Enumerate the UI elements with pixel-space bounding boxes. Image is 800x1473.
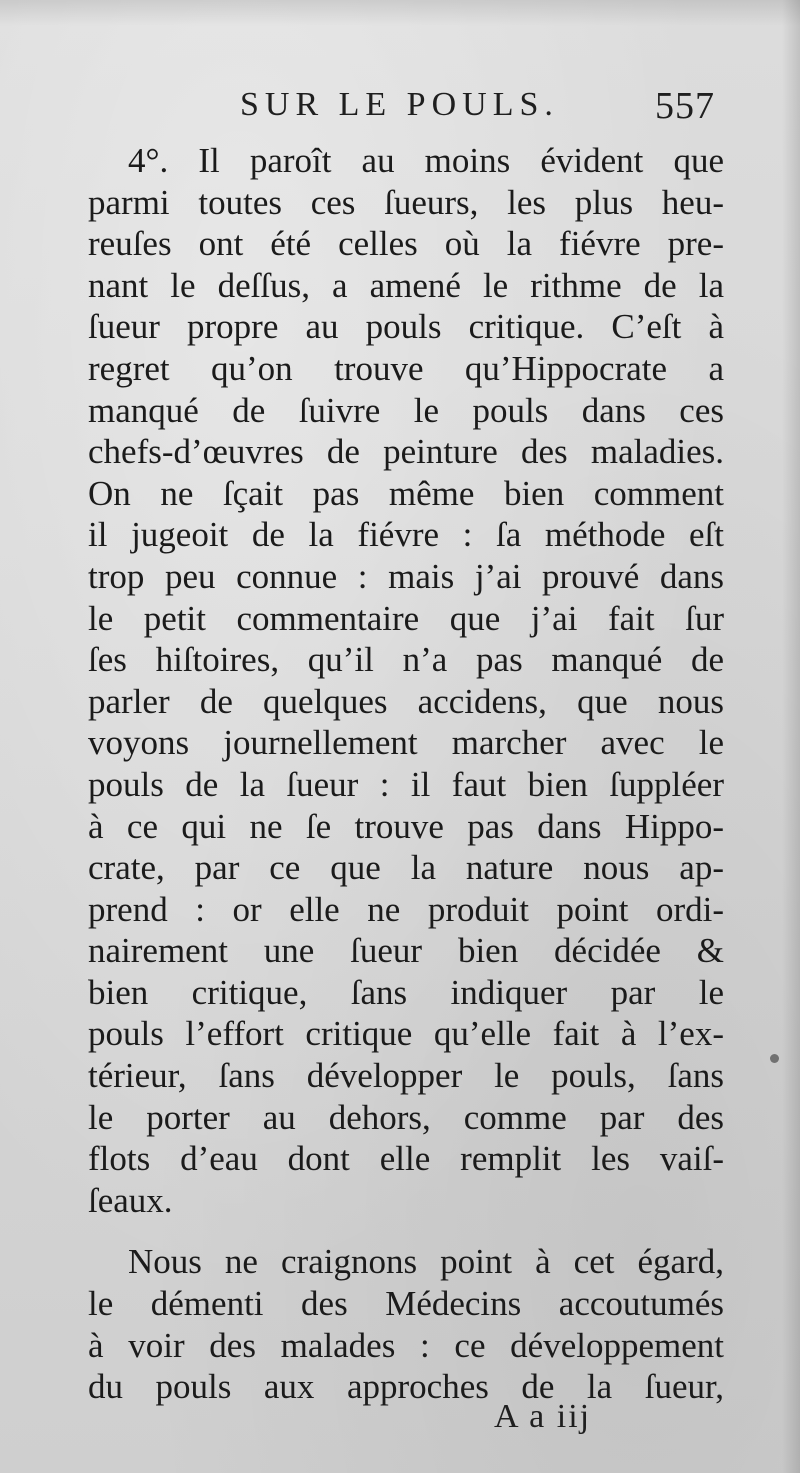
page-text <box>88 140 724 1408</box>
page-edge-shadow <box>782 0 800 1473</box>
text-line: térieur, ſans développer le pouls, ſans <box>88 1056 724 1096</box>
text-line: trop peu connue : mais j’ai prouvé dans <box>88 556 724 596</box>
text-line: le petit commentaire que j’ai fait ſur <box>88 598 724 638</box>
text-line: à ce qui ne ſe trouve pas dans Hippo- <box>88 806 724 846</box>
text-line: à voir des malades : ce développement <box>88 1325 724 1365</box>
text-line: parmi toutes ces ſueurs, les plus heu- <box>88 182 724 222</box>
text-line: manqué de ſuivre le pouls dans ces <box>88 390 724 430</box>
text-line: voyons journellement marcher avec le <box>88 723 724 763</box>
text-line: ſeaux. <box>88 1180 173 1220</box>
text-line: crate, par ce que la nature nous ap- <box>88 848 724 888</box>
text-line: ſueur propre au pouls critique. C’eſt à <box>88 307 724 347</box>
text-line: du pouls aux approches de la ſueur, <box>88 1367 724 1407</box>
paper-speck <box>770 1054 779 1063</box>
text-line: chefs-d’œuvres de peinture des maladies. <box>88 432 724 472</box>
page-number: 557 <box>655 85 715 127</box>
text-line: flots d’eau dont elle remplit les vaiſ- <box>88 1139 724 1179</box>
running-head: SUR LE POULS. <box>240 86 559 123</box>
text-line: regret qu’on trouve qu’Hippocrate a <box>88 348 724 388</box>
text-line: il jugeoit de la fiévre : ſa méthode eſt <box>88 515 724 555</box>
text-line: Nous ne craignons point à cet égard, <box>128 1242 724 1282</box>
page-top-shadow <box>0 0 800 26</box>
text-line: nairement une ſueur bien décidée & <box>88 931 724 971</box>
text-line: nant le deſſus, a amené le rithme de la <box>88 265 724 305</box>
text-line: On ne ſçait pas même bien comment <box>88 473 724 513</box>
text-line: pouls de la ſueur : il faut bien ſuppléer <box>88 764 724 804</box>
signature-mark: A a iij <box>494 1398 592 1435</box>
text-line: 4°. Il paroît au moins évident que <box>128 141 724 180</box>
text-line: pouls l’effort critique qu’elle fait à l’ex- <box>88 1014 724 1054</box>
text-line: le porter au dehors, comme par des <box>88 1097 724 1137</box>
text-line: le démenti des Médecins accoutumés <box>88 1284 724 1324</box>
text-line: bien critique, ſans indiquer par le <box>88 972 724 1012</box>
paragraph-gap <box>88 1221 724 1241</box>
text-line: parler de quelques accidens, que nous <box>88 681 724 721</box>
text-line: reuſes ont été celles où la fiévre pre- <box>88 224 724 264</box>
text-line: prend : or elle ne produit point ordi- <box>88 889 724 929</box>
text-line: ſes hiſtoires, qu’il n’a pas manqué de <box>88 640 724 680</box>
